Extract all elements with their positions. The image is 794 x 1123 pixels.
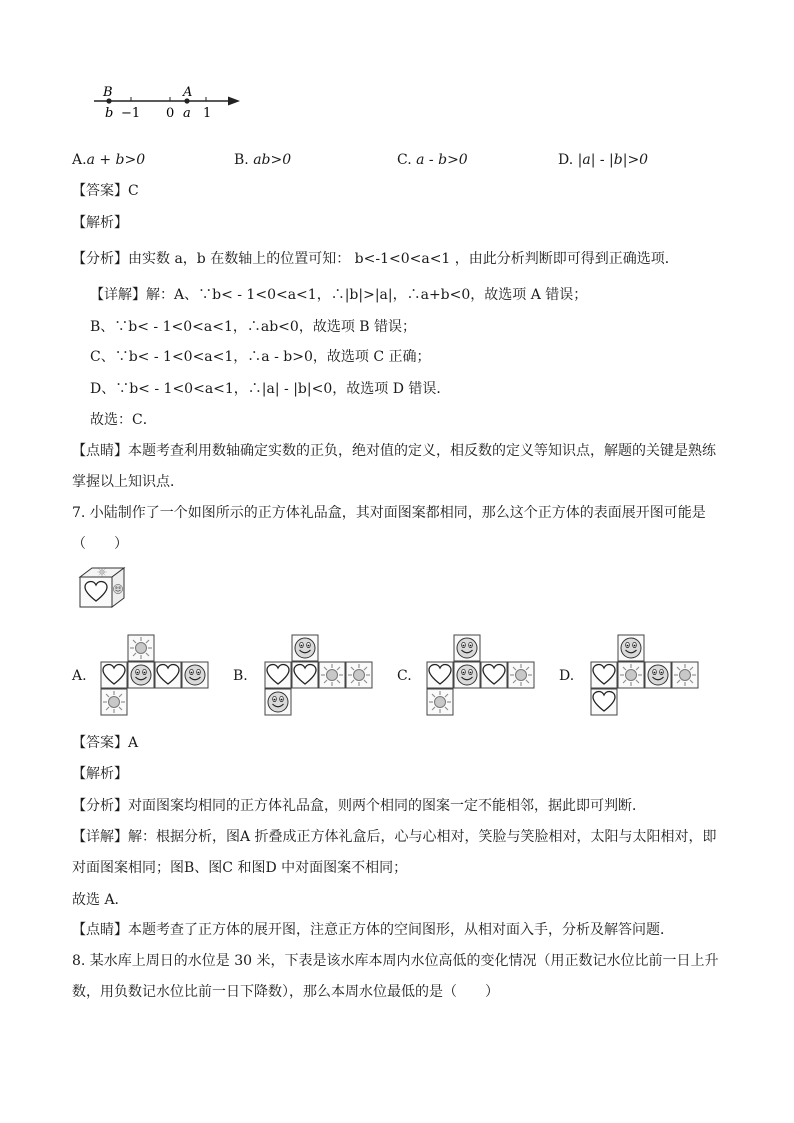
cube-side-smile-icon (113, 584, 122, 593)
label-point-b: B (103, 85, 113, 100)
cube-figure (74, 565, 132, 611)
net-b-smile-icon-2 (268, 692, 288, 712)
number-line-figure (90, 84, 250, 124)
q6-option-b: B. ab>0 (234, 152, 292, 168)
q6-option-a: A.a + b>0 (72, 152, 146, 168)
q7-detail: 【详解】解：根据分析，图A 折叠成正方体礼盒后，心与心相对，笑脸与笑脸相对，太阳与太阳相对，即对面图案相同；图B、图C 和图D 中对面图案不相同； (72, 829, 717, 876)
cube-top-sun-icon (97, 567, 106, 576)
label-b: b (105, 106, 114, 121)
net-d (590, 634, 702, 718)
q6-detail-line-2: B、∵b< - 1<0<a<1，∴ab<0，故选项 B 错误； (90, 319, 417, 335)
net-b-smile-icon (295, 638, 315, 658)
q6-jiexi-heading: 【解析】 (72, 215, 128, 231)
q6-detail-line-3: C、∵b< - 1<0<a<1，∴a - b>0，故选项 C 正确； (90, 349, 431, 365)
label-1: 1 (203, 106, 212, 121)
q6-detail-line-1: 【详解】解：A、∵b< - 1<0<a<1，∴|b|>|a|，∴a+b<0，故选项 A 错误； (90, 287, 588, 303)
label-point-a: A (183, 85, 193, 100)
q6-option-c: C. a - b>0 (397, 152, 468, 168)
net-b-sun-icon-2 (348, 664, 370, 686)
net-c (426, 634, 538, 718)
q6-comment: 【点睛】本题考查利用数轴确定实数的正负，绝对值的定义，相反数的定义等知识点，解题的关键是熟练掌握以上知识点． (72, 443, 716, 490)
q7-option-a-label: A. (72, 668, 87, 684)
q6-conclusion: 故选：C． (90, 412, 157, 428)
net-c-sun-icon (510, 664, 532, 686)
q6-answer: 【答案】C (72, 183, 139, 199)
label-neg1: −1 (121, 106, 141, 121)
net-a-smile-icon (131, 665, 151, 685)
net-d-smile-icon (621, 638, 641, 658)
q8-stem: 8. 某水库上周日的水位是 30 米，下表是该水库本周内水位高低的变化情况（用正数记水位比前一日上升数，用负数记水位比前一日下降数），那么本周水位最低的是（ ） (72, 953, 719, 1000)
net-c-smile-icon-2 (457, 665, 477, 685)
q7-answer: 【答案】A (72, 735, 139, 751)
q6-option-d: D. |a| - |b|>0 (558, 152, 649, 168)
q7-analysis: 【分析】对面图案均相同的正方体礼品盒，则两个相同的图案一定不能相邻，据此即可判断． (72, 798, 646, 814)
net-d-smile-icon-2 (648, 665, 668, 685)
q6-analysis: 【分析】由实数 a，b 在数轴上的位置可知： b<-1<0<a<1 ，由此分析判断即可得到正确选项． (72, 251, 679, 267)
net-c-sun-icon-2 (429, 691, 451, 713)
q7-option-d-label: D. (559, 668, 575, 684)
net-a-sun-icon (130, 637, 152, 659)
q6-detail-line-4: D、∵b< - 1<0<a<1，∴|a| - |b|<0，故选项 D 错误． (90, 381, 451, 397)
net-d-sun-icon-2 (674, 664, 696, 686)
net-a (100, 634, 212, 718)
net-c-smile-icon (457, 638, 477, 658)
q7-option-c-label: C. (397, 668, 412, 684)
net-a-sun-icon-2 (103, 691, 125, 713)
q7-stem: 7. 小陆制作了一个如图所示的正方体礼品盒，其对面图案都相同，那么这个正方体的表面展开图可能是（ ） (72, 505, 706, 552)
net-a-smile-icon-2 (185, 665, 205, 685)
label-a: a (183, 106, 191, 121)
q7-option-b-label: B. (233, 668, 248, 684)
q7-comment: 【点睛】本题考查了正方体的展开图，注意正方体的空间图形，从相对面入手，分析及解答问题． (72, 922, 674, 938)
q7-jiexi-heading: 【解析】 (72, 766, 128, 782)
net-b-sun-icon (321, 664, 343, 686)
label-0: 0 (166, 106, 175, 121)
net-d-sun-icon (620, 664, 642, 686)
net-b (264, 634, 376, 718)
number-line-arrow (228, 97, 240, 106)
q7-conclusion: 故选 A． (72, 892, 129, 908)
